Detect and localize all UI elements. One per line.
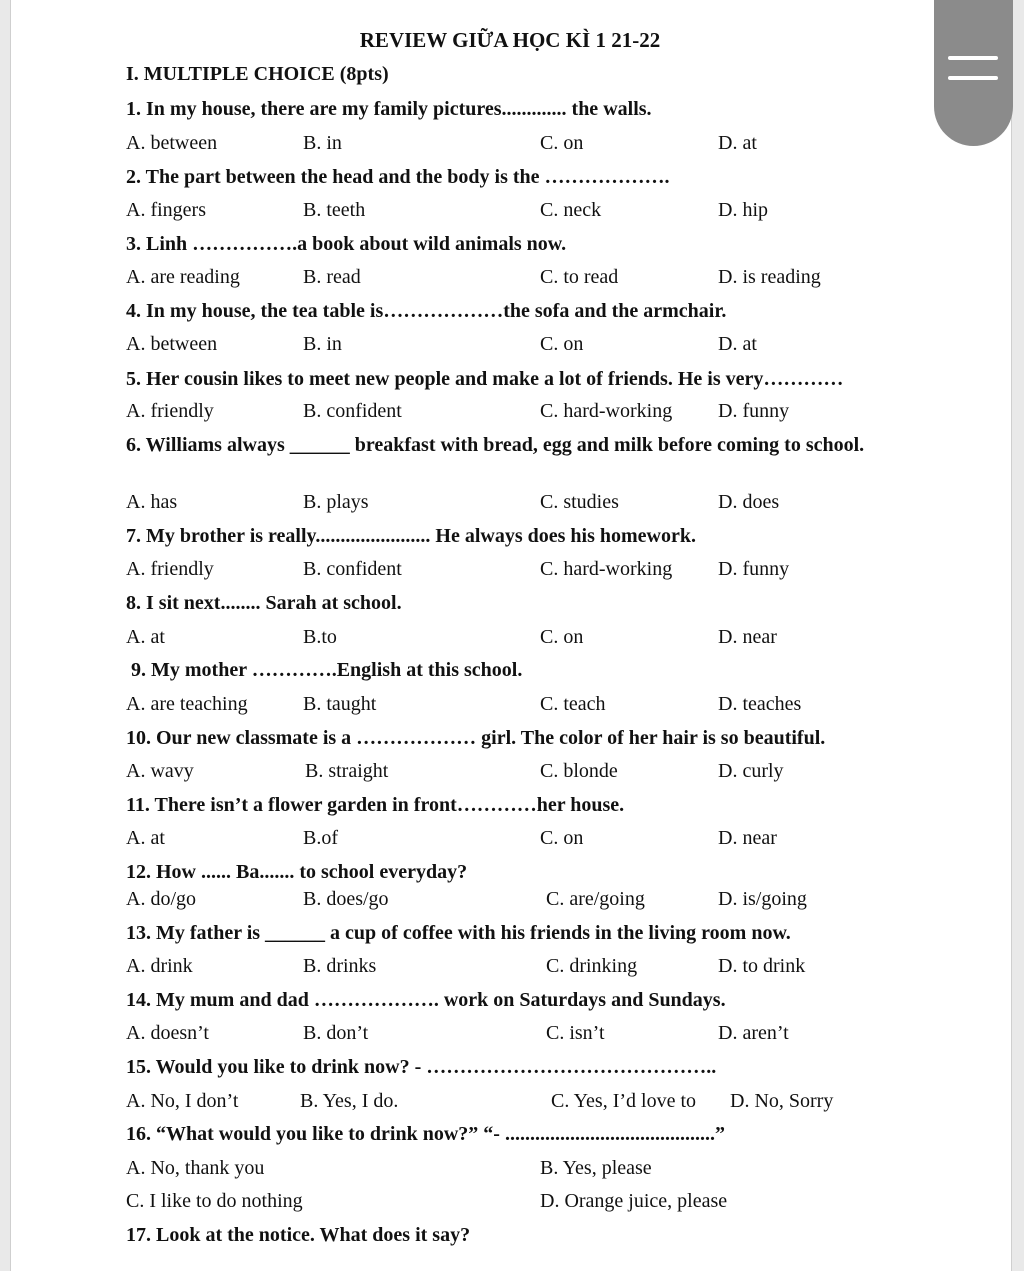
q7-option-a[interactable]: A. friendly [126, 558, 214, 580]
q16-option-b[interactable]: B. Yes, please [540, 1157, 652, 1179]
q9-option-c[interactable]: C. teach [540, 693, 606, 715]
q2-option-d[interactable]: D. hip [718, 199, 768, 221]
grip-line-top [948, 56, 998, 60]
q7-option-b[interactable]: B. confident [303, 558, 402, 580]
q1-option-d[interactable]: D. at [718, 132, 757, 154]
q15-option-d[interactable]: D. No, Sorry [730, 1090, 834, 1112]
q4-option-c[interactable]: C. on [540, 333, 584, 355]
q3-option-d[interactable]: D. is reading [718, 266, 821, 288]
q8-option-b[interactable]: B.to [303, 626, 337, 648]
q13-option-c[interactable]: C. drinking [546, 955, 638, 977]
q10-option-c[interactable]: C. blonde [540, 760, 618, 782]
question-8: 8. I sit next........ Sarah at school. [126, 592, 402, 614]
q5-option-d[interactable]: D. funny [718, 400, 790, 422]
q11-option-b[interactable]: B.of [303, 827, 338, 849]
q12-option-b[interactable]: B. does/go [303, 888, 389, 910]
q11-option-d[interactable]: D. near [718, 827, 777, 849]
q11-option-c[interactable]: C. on [540, 827, 584, 849]
question-7: 7. My brother is really....................... He always does his homework. [126, 525, 696, 547]
question-15: 15. Would you like to drink now? - …………………………………….. [126, 1056, 717, 1078]
question-3: 3. Linh …………….a book about wild animals now. [126, 233, 567, 255]
question-17: 17. Look at the notice. What does it say? [126, 1224, 471, 1246]
q5-option-a[interactable]: A. friendly [126, 400, 214, 422]
q5-option-b[interactable]: B. confident [303, 400, 402, 422]
question-11: 11. There isn’t a flower garden in front…………her house. [126, 794, 625, 816]
q14-option-c[interactable]: C. isn’t [546, 1022, 605, 1044]
q7-option-d[interactable]: D. funny [718, 558, 790, 580]
q2-option-c[interactable]: C. neck [540, 199, 602, 221]
q11-option-a[interactable]: A. at [126, 827, 165, 849]
question-12: 12. How ...... Ba....... to school everyday? [126, 861, 468, 883]
q5-option-c[interactable]: C. hard-working [540, 400, 673, 422]
q14-option-a[interactable]: A. doesn’t [126, 1022, 209, 1044]
question-1: 1. In my house, there are my family pictures............. the walls. [126, 98, 652, 120]
q10-option-d[interactable]: D. curly [718, 760, 784, 782]
q4-option-b[interactable]: B. in [303, 333, 342, 355]
q6-option-a[interactable]: A. has [126, 491, 178, 513]
q13-option-d[interactable]: D. to drink [718, 955, 806, 977]
q12-option-c[interactable]: C. are/going [546, 888, 645, 910]
q15-option-a[interactable]: A. No, I don’t [126, 1090, 239, 1112]
q9-option-d[interactable]: D. teaches [718, 693, 802, 715]
question-5: 5. Her cousin likes to meet new people and make a lot of friends. He is very………… [126, 368, 844, 390]
question-13: 13. My father is ______ a cup of coffee with his friends in the living room now. [126, 922, 791, 944]
q13-option-a[interactable]: A. drink [126, 955, 193, 977]
q9-option-a[interactable]: A. are teaching [126, 693, 248, 715]
q3-option-b[interactable]: B. read [303, 266, 361, 288]
q7-option-c[interactable]: C. hard-working [540, 558, 673, 580]
question-9: 9. My mother ………….English at this school. [131, 659, 523, 681]
q10-option-b[interactable]: B. straight [305, 760, 389, 782]
q1-option-a[interactable]: A. between [126, 132, 218, 154]
q8-option-d[interactable]: D. near [718, 626, 777, 648]
q15-option-c[interactable]: C. Yes, I’d love to [551, 1090, 697, 1112]
grip-line-bottom [948, 76, 998, 80]
q16-option-d[interactable]: D. Orange juice, please [540, 1190, 728, 1212]
q16-option-a[interactable]: A. No, thank you [126, 1157, 265, 1179]
q6-option-b[interactable]: B. plays [303, 491, 369, 513]
question-6: 6. Williams always ______ breakfast with bread, egg and milk before coming to school. [126, 434, 865, 456]
q6-option-d[interactable]: D. does [718, 491, 780, 513]
q15-option-b[interactable]: B. Yes, I do. [300, 1090, 399, 1112]
q16-option-c[interactable]: C. I like to do nothing [126, 1190, 303, 1212]
q12-option-d[interactable]: D. is/going [718, 888, 807, 910]
q8-option-a[interactable]: A. at [126, 626, 165, 648]
question-4: 4. In my house, the tea table is………………the sofa and the armchair. [126, 300, 727, 322]
scroll-handle[interactable] [934, 0, 1013, 146]
q3-option-a[interactable]: A. are reading [126, 266, 240, 288]
q1-option-b[interactable]: B. in [303, 132, 342, 154]
q2-option-b[interactable]: B. teeth [303, 199, 366, 221]
q10-option-a[interactable]: A. wavy [126, 760, 194, 782]
q12-option-a[interactable]: A. do/go [126, 888, 196, 910]
q13-option-b[interactable]: B. drinks [303, 955, 377, 977]
question-2: 2. The part between the head and the body is the ………………. [126, 166, 670, 188]
q2-option-a[interactable]: A. fingers [126, 199, 206, 221]
q9-option-b[interactable]: B. taught [303, 693, 377, 715]
section-heading: I. MULTIPLE CHOICE (8pts) [126, 63, 389, 85]
document-title: REVIEW GIỮA HỌC KÌ 1 21-22 [359, 28, 661, 52]
question-16: 16. “What would you like to drink now?” “- ..........................................” [126, 1123, 725, 1145]
question-14: 14. My mum and dad ………………. work on Saturdays and Sundays. [126, 989, 726, 1011]
q14-option-d[interactable]: D. aren’t [718, 1022, 789, 1044]
q3-option-c[interactable]: C. to read [540, 266, 619, 288]
q6-option-c[interactable]: C. studies [540, 491, 619, 513]
q4-option-d[interactable]: D. at [718, 333, 757, 355]
q14-option-b[interactable]: B. don’t [303, 1022, 369, 1044]
q4-option-a[interactable]: A. between [126, 333, 218, 355]
q1-option-c[interactable]: C. on [540, 132, 584, 154]
q8-option-c[interactable]: C. on [540, 626, 584, 648]
question-10: 10. Our new classmate is a ……………… girl. The color of her hair is so beautiful. [126, 727, 826, 749]
